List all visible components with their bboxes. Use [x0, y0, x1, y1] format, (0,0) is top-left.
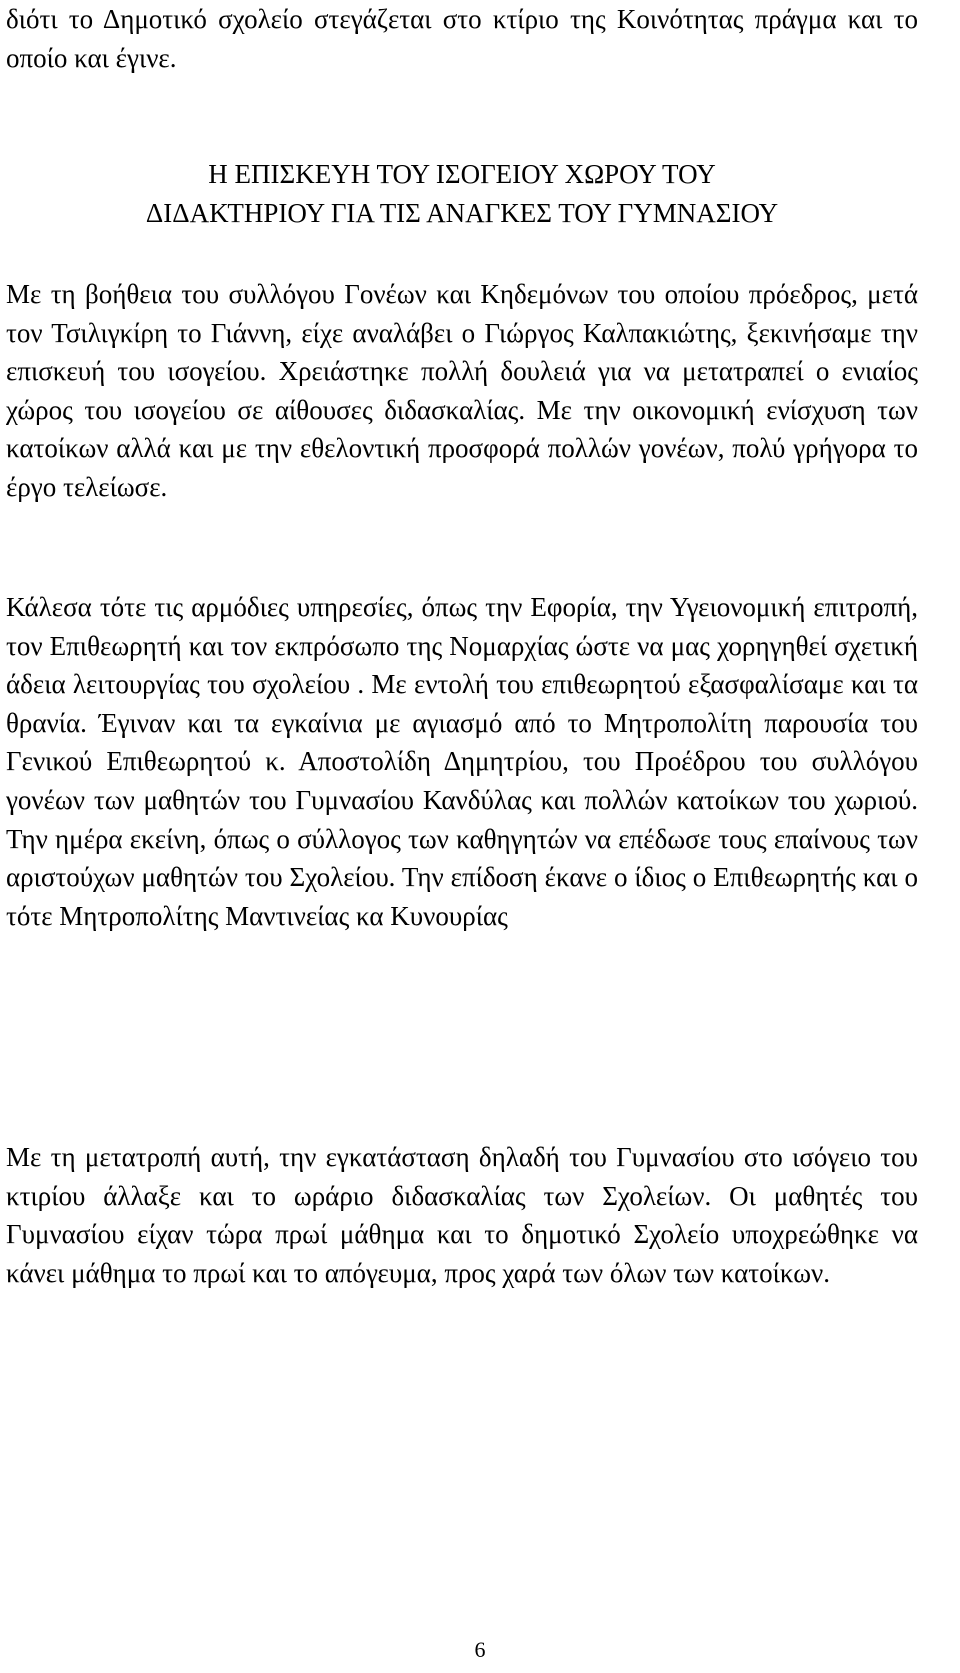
paragraph-inauguration: Κάλεσα τότε τις αρμόδιες υπηρεσίες, όπως την Εφορία, την Υγειονομική επιτροπή, τον Επιθεωρητή και τον εκπρόσωπο της Νομαρχίας ώστε να μας χορηγηθεί σχετική άδεια λειτουργίας του σχολείου . Με εντολή του επιθεωρητού εξασφαλίσαμε και τα θρανία. Έγιναν και τα εγκαίνια με αγιασμό από το Μητροπολίτη παρουσία του Γενικού Επιθεωρητού κ. Αποστολίδη Δημητρίου, του Προέδρου του συλλόγου γονέων των μαθητών του Γυμνασίου Κανδύλας και πολλών κατοίκων του χωριού. Την ημέρα εκείνη, όπως ο σύλλογος των καθηγητών να επέδωσε τους επαίνους των αριστούχων μαθητών του Σχολείου. Την επίδοση έκανε ο ίδιος ο Επιθεωρητής και ο τότε Μητροπολίτης Μαντινείας κα Κυνουρίας: [6, 592, 918, 931]
paragraph-renovation: Με τη βοήθεια του συλλόγου Γονέων και Κηδεμόνων του οποίου πρόεδρος, μετά τον Τσιλιγκίρη το Γιάννη, είχε αναλάβει ο Γιώργος Καλπακιώτης, ξεκινήσαμε την επισκευή του ισογείου. Χρειάστηκε πολλή δουλειά για να μετατραπεί ο ενιαίος χώρος του ισογείου σε αίθουσες διδασκαλίας. Με την οικονομική ενίσχυση των κατοίκων αλλά και με την εθελοντική προσφορά πολλών γονέων, πολύ γρήγορα το έργο τελείωσε.: [6, 279, 918, 502]
heading-line-2: ΔΙΔΑΚΤΗΡΙΟΥ ΓΙΑ ΤΙΣ ΑΝΑΓΚΕΣ ΤΟΥ ΓΥΜΝΑΣΙΟΥ: [145, 198, 779, 228]
intro-paragraph: διότι το Δημοτικό σχολείο στεγάζεται στο κτίριο της Κοινότητας πράγμα και το οποίο και έγινε.: [6, 4, 918, 73]
paragraph-schedule: Με τη μετατροπή αυτή, την εγκατάσταση δηλαδή του Γυμνασίου στο ισόγειο του κτιρίου άλλαξε και το ωράριο διδασκαλίας των Σχολείων. Οι μαθητές του Γυμνασίου είχαν τώρα πρωί μάθημα και το δημοτικό Σχολείο υποχρεώθηκε να κάνει μάθημα το πρωί και το απόγευμα, προς χαρά των όλων των κατοίκων.: [6, 1142, 918, 1288]
heading-line-1: Η ΕΠΙΣΚΕΥΗ ΤΟΥ ΙΣΟΓΕΙΟΥ ΧΩΡΟΥ ΤΟΥ: [208, 159, 716, 189]
page-number: 6: [474, 1637, 486, 1662]
section-heading: [6, 155, 918, 233]
